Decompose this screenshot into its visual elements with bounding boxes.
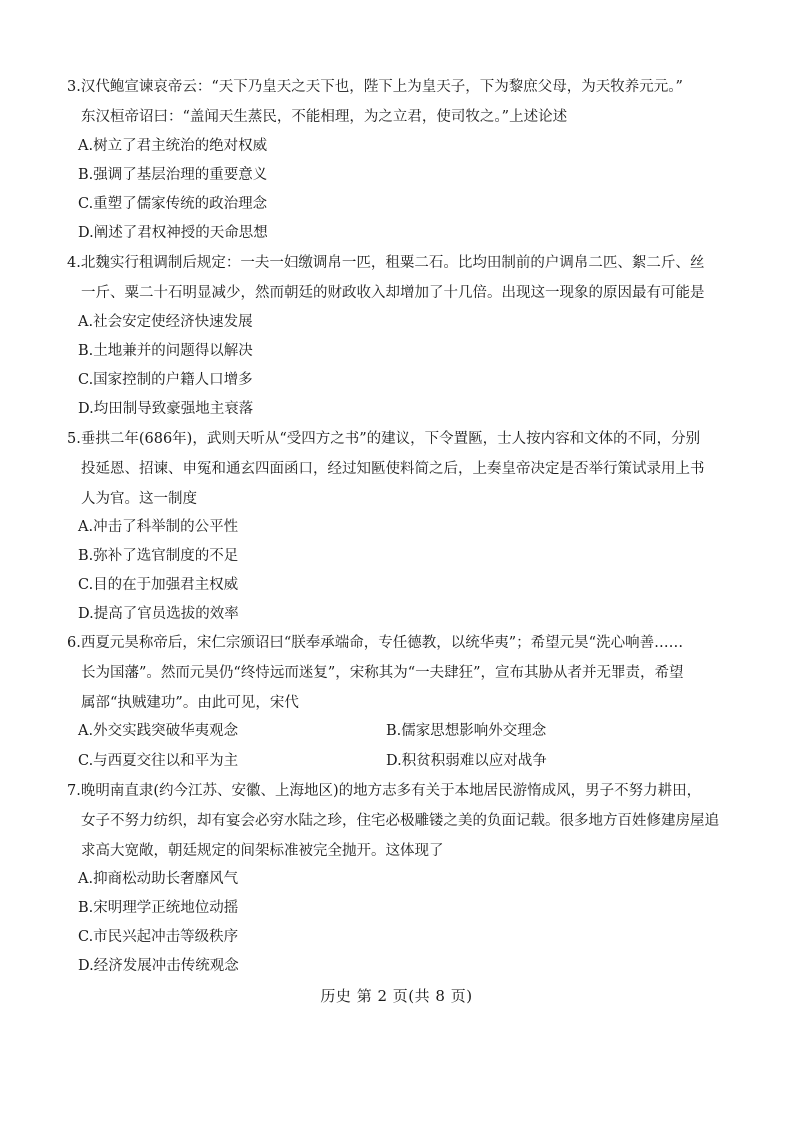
question-5-option-a[interactable]: A.冲击了科举制的公平性 [78,519,239,535]
question-6-line-1: 6.西夏元昊称帝后，宋仁宗颁诏曰“朕奉承端命，专任德教，以统华夷”；希望元昊“洗心响善…… [67,635,684,651]
question-6-option-d[interactable]: D.积贫积弱难以应对战争 [386,753,547,769]
question-4-line-1: 4.北魏实行租调制后规定：一夫一妇缴调帛一匹，租粟二石。比均田制前的户调帛二匹、絮二斤、丝 [67,255,705,271]
question-3-line-2: 东汉桓帝诏曰：“盖闻天生蒸民，不能相理，为之立君，使司牧之。”上述论述 [81,109,568,125]
question-7-option-d[interactable]: D.经济发展冲击传统观念 [78,958,239,974]
question-6-stem [67,628,735,718]
question-7-option-b[interactable]: B.宋明理学正统地位动摇 [78,900,239,916]
question-6-line-2: 长为国藩”。然而元昊仍“终恃远而迷复”，宋称其为“一夫肆狂”，宣布其胁从者并无罪责，希望 [81,665,684,681]
question-6-option-c[interactable]: C.与西夏交往以和平为主 [78,753,239,769]
question-5-stem [67,424,735,514]
question-6-option-b[interactable]: B.儒家思想影响外交理念 [386,723,547,739]
question-6-line-3: 属部“执贼建功”。由此可见，宋代 [81,695,299,711]
question-7-option-a[interactable]: A.抑商松动助长奢靡风气 [78,871,239,887]
question-3-option-b[interactable]: B.强调了基层治理的重要意义 [78,167,268,183]
question-5-line-3: 人为官。这一制度 [81,491,197,507]
question-6-option-a[interactable]: A.外交实践突破华夷观念 [78,723,239,739]
question-3-stem [67,72,735,132]
question-5-line-1: 5.垂拱二年(686年)，武则天听从“受四方之书”的建议，下令置匦，士人按内容和文体的不同，分别 [67,431,701,447]
question-4-option-a[interactable]: A.社会安定使经济快速发展 [78,314,253,330]
question-7-line-2: 女子不努力纺织，却有宴会必穷水陆之珍，住宅必极雕镂之美的负面记载。很多地方百姓修建房屋追 [81,813,719,829]
question-7-stem [67,776,735,866]
question-5-option-c[interactable]: C.目的在于加强君主权威 [78,577,239,593]
question-5-option-d[interactable]: D.提高了官员选拔的效率 [78,606,239,622]
question-4-option-b[interactable]: B.土地兼并的问题得以解决 [78,343,253,359]
question-3-option-c[interactable]: C.重塑了儒家传统的政治理念 [78,196,268,212]
question-7-line-1: 7.晚明南直隶(约今江苏、安徽、上海地区)的地方志多有关于本地居民游惰成风，男子不努力耕田， [67,783,702,799]
question-4-line-2: 一斤、粟二十石明显减少，然而朝廷的财政收入却增加了十几倍。出现这一现象的原因最有可能是 [81,285,705,301]
question-4-stem [67,248,735,308]
question-3-line-1: 3.汉代鲍宣谏哀帝云：“天下乃皇天之天下也，陛下上为皇天子，下为黎庶父母，为天牧养元元。” [67,79,683,95]
question-4-option-d[interactable]: D.均田制导致豪强地主衰落 [78,401,254,417]
question-3-option-d[interactable]: D.阐述了君权神授的天命思想 [78,225,268,241]
page-footer: 历史 第 2 页(共 8 页) [320,987,473,1005]
question-4-option-c[interactable]: C.国家控制的户籍人口增多 [78,372,253,388]
question-5-option-b[interactable]: B.弥补了选官制度的不足 [78,548,239,564]
question-7-line-3: 求高大宽敞，朝廷规定的间架标准被完全抛开。这体现了 [81,843,444,859]
question-5-line-2: 投延恩、招谏、申冤和通玄四面函口，经过知匦使料简之后，上奏皇帝决定是否举行策试录用上书 [81,461,705,477]
question-7-option-c[interactable]: C.市民兴起冲击等级秩序 [78,929,239,945]
question-3-option-a[interactable]: A.树立了君主统治的绝对权威 [78,138,268,154]
